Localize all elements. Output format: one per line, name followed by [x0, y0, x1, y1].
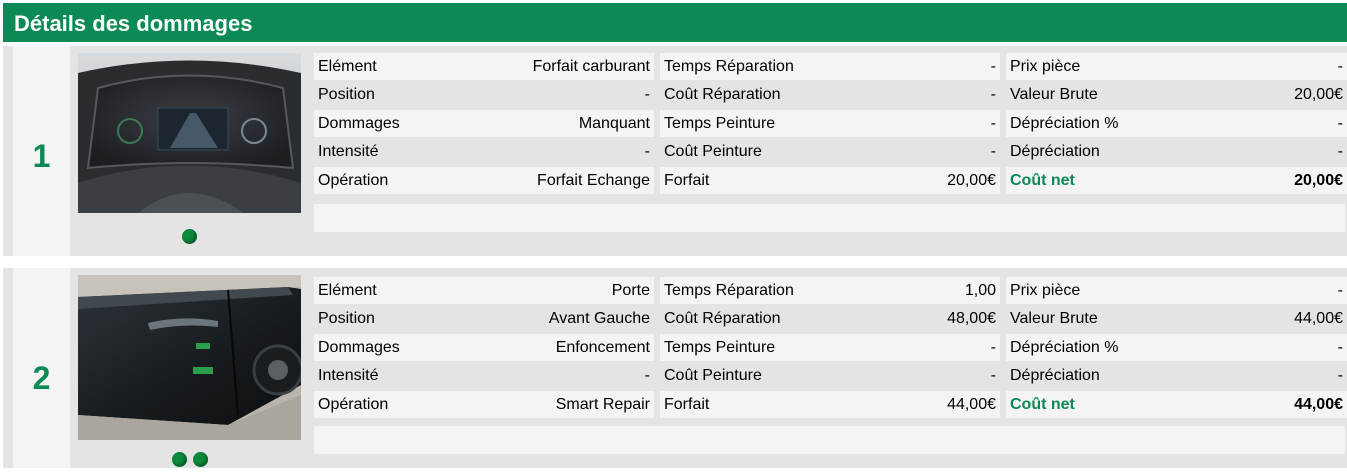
label-forfait: Forfait	[664, 172, 710, 189]
value-temps-reparation: -	[990, 58, 996, 75]
value-valeur-brute: 44,00€	[1294, 310, 1343, 327]
value-cout-reparation: 48,00€	[947, 310, 996, 327]
label-temps-reparation: Temps Réparation	[664, 58, 794, 75]
value-dommages: Enfoncement	[555, 339, 650, 356]
value-depreciation-pct: -	[1337, 339, 1343, 356]
value-temps-peinture: -	[990, 339, 996, 356]
section-title: Détails des dommages	[3, 3, 1347, 44]
value-depreciation: -	[1337, 143, 1343, 160]
label-element: Elément	[318, 282, 377, 299]
value-cout-peinture: -	[990, 143, 996, 160]
value-cout-net: 44,00€	[1294, 396, 1343, 413]
label-cout-peinture: Coût Peinture	[664, 143, 762, 160]
value-temps-peinture: -	[990, 115, 996, 132]
value-forfait: 44,00€	[947, 396, 996, 413]
photo-dot[interactable]	[172, 452, 187, 467]
detail-row	[314, 391, 1347, 418]
damage-block-2	[3, 268, 1347, 468]
detail-row	[314, 305, 1347, 332]
detail-row	[314, 110, 1347, 137]
value-prix-piece: -	[1337, 58, 1343, 75]
label-depreciation-pct: Dépréciation %	[1010, 339, 1119, 356]
value-element: Porte	[611, 282, 650, 299]
photo-indicator-dots[interactable]	[78, 229, 301, 245]
label-dommages: Dommages	[318, 115, 400, 132]
detail-row	[314, 334, 1347, 361]
value-depreciation-pct: -	[1337, 115, 1343, 132]
label-valeur-brute: Valeur Brute	[1010, 310, 1098, 327]
label-depreciation-pct: Dépréciation %	[1010, 115, 1119, 132]
detail-row	[314, 53, 1347, 80]
dashboard-photo-icon	[78, 53, 301, 213]
damage-number-column	[13, 268, 70, 468]
damage-photo-door[interactable]	[78, 275, 301, 440]
value-position: Avant Gauche	[548, 310, 650, 327]
damage-number-column	[13, 46, 70, 256]
label-forfait: Forfait	[664, 396, 710, 413]
photo-indicator-dots[interactable]	[78, 452, 301, 468]
notes-field	[314, 426, 1345, 454]
label-depreciation: Dépréciation	[1010, 143, 1100, 160]
label-prix-piece: Prix pièce	[1010, 282, 1081, 299]
value-intensite: -	[644, 143, 650, 160]
label-operation: Opération	[318, 396, 389, 413]
value-temps-reparation: 1,00	[964, 282, 996, 299]
label-temps-reparation: Temps Réparation	[664, 282, 794, 299]
label-cout-reparation: Coût Réparation	[664, 310, 781, 327]
detail-row	[314, 277, 1347, 304]
label-depreciation: Dépréciation	[1010, 367, 1100, 384]
label-operation: Opération	[318, 172, 389, 189]
value-forfait: 20,00€	[947, 172, 996, 189]
damage-photo-dashboard[interactable]	[78, 53, 301, 213]
label-prix-piece: Prix pièce	[1010, 58, 1081, 75]
notes-field	[314, 204, 1345, 232]
label-temps-peinture: Temps Peinture	[664, 339, 776, 356]
value-cout-net: 20,00€	[1294, 172, 1343, 189]
detail-row	[314, 81, 1347, 108]
value-cout-peinture: -	[990, 367, 996, 384]
label-position: Position	[318, 86, 375, 103]
damage-number: 2	[32, 360, 51, 396]
value-valeur-brute: 20,00€	[1294, 86, 1343, 103]
value-cout-reparation: -	[990, 86, 996, 103]
label-intensite: Intensité	[318, 143, 379, 160]
label-position: Position	[318, 310, 375, 327]
label-cout-reparation: Coût Réparation	[664, 86, 781, 103]
value-intensite: -	[644, 367, 650, 384]
label-cout-peinture: Coût Peinture	[664, 367, 762, 384]
value-element: Forfait carburant	[532, 58, 650, 75]
value-prix-piece: -	[1337, 282, 1343, 299]
value-operation: Smart Repair	[555, 396, 650, 413]
label-cout-net: Coût net	[1010, 172, 1075, 189]
label-element: Elément	[318, 58, 377, 75]
value-operation: Forfait Echange	[537, 172, 650, 189]
label-intensite: Intensité	[318, 367, 379, 384]
value-dommages: Manquant	[578, 115, 650, 132]
detail-row	[314, 138, 1347, 165]
label-temps-peinture: Temps Peinture	[664, 115, 776, 132]
detail-row	[314, 167, 1347, 194]
detail-row	[314, 362, 1347, 389]
damage-number: 1	[32, 138, 51, 174]
car-door-photo-icon	[78, 275, 301, 440]
label-valeur-brute: Valeur Brute	[1010, 86, 1098, 103]
value-position: -	[644, 86, 650, 103]
photo-dot[interactable]	[182, 229, 197, 244]
label-dommages: Dommages	[318, 339, 400, 356]
value-depreciation: -	[1337, 367, 1343, 384]
photo-dot[interactable]	[193, 452, 208, 467]
label-cout-net: Coût net	[1010, 396, 1075, 413]
damage-block-1	[3, 46, 1347, 256]
